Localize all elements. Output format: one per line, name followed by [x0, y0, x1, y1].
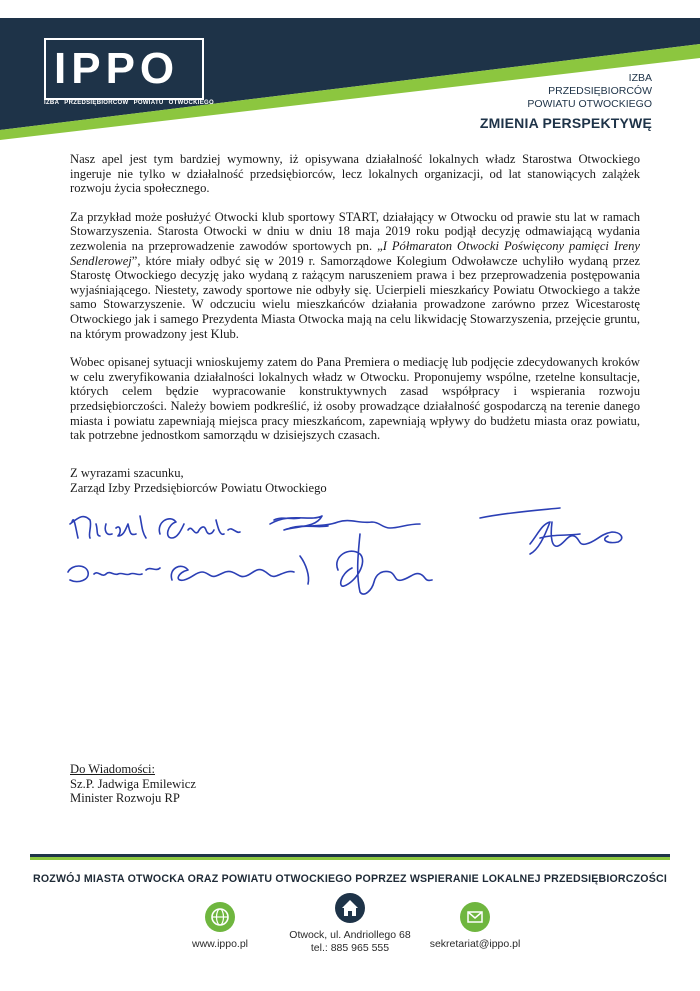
logo-sub-word: PRZEDSIĘBIORCÓW — [64, 100, 129, 106]
paragraph: Za przykład może posłużyć Otwocki klub sportowy START, działający w Otwocku od prawie stu lat w ramach Stowarzyszenia. Starosta Otwocki w dniu w dniu 18 maja 2019 roku podjął decyzję odmawiającą wydania zezwolenia na przeprowadzenie zawodów sportowych pn. „I Półmaraton Otwocki Poświęcony pamięci Ireny Sendlerowej”, które miały odbyć się w 2019 r. Samorządowe Kolegium Odwoławcze uchyliło wydaną przez Starostę Otwockiego decyzję jako wydaną z rażącym naruszeniem prawa i bez przeprowadzenia postępowania wyjaśniającego. Niestety, zawody sportowe nie odbyły się. Ucierpieli mieszkańcy Powiatu Otwockiego a także samo Stowarzyszenie. W odczuciu wielu mieszkańców działania prowadzone zarówno przez Wicestarostę Otwockiego jak i samego Prezydenta Miasta Otwocka mają na celu likwidację Stowarzyszenia, przejęcie gruntu, na którym prowadzony jest Klub. — [70, 209, 640, 341]
closing — [70, 466, 327, 495]
globe-icon — [205, 902, 235, 932]
letter-body — [70, 152, 640, 457]
footer-title: ROZWÓJ MIASTA OTWOCKA ORAZ POWIATU OTWOCKIEGO POPRZEZ WSPIERANIE LOKALNEJ PRZEDSIĘBIORCZOŚCI — [32, 873, 667, 885]
website-link[interactable]: www.ippo.pl — [191, 938, 249, 950]
closing-greeting: Z wyrazami szacunku, — [70, 466, 184, 480]
logo-sub-word: POWIATU — [133, 100, 164, 106]
logo-sub-word: IZBA — [44, 100, 60, 106]
footer-website[interactable] — [170, 902, 270, 951]
org-name-block — [480, 72, 652, 131]
handwritten-signatures — [60, 494, 660, 604]
email-link[interactable]: sekretariat@ippo.pl — [429, 938, 521, 950]
address-text: Otwock, ul. Andriollego 68 — [289, 929, 411, 941]
footer-divider — [30, 854, 670, 860]
footer-email[interactable] — [420, 902, 530, 951]
mail-icon — [460, 902, 490, 932]
ippo-logo — [44, 38, 204, 100]
cc-recipient: Sz.P. Jadwiga Emilewicz — [70, 776, 196, 791]
org-line: PRZEDSIĘBIORCÓW — [548, 85, 652, 97]
paragraph: Nasz apel jest tym bardziej wymowny, iż opisywana działalność lokalnych władz Starostwa Otwockiego ingeruje nie tylko w działalność przedsiębiorców, lecz lokalnych organizacji, od lat stanowiących zalążek rozwoju życia społecznego. — [70, 152, 640, 196]
home-icon — [335, 893, 365, 923]
cc-block — [70, 762, 196, 806]
org-line: IZBA — [628, 72, 652, 84]
event-title: I Półmaraton Otwocki Poświęcony pamięci Ireny Sendlerowej — [70, 238, 640, 268]
logo-text: IPPO — [54, 44, 180, 93]
closing-signatory: Zarząd Izby Przedsiębiorców Powiatu Otwockiego — [70, 480, 327, 495]
paragraph: Wobec opisanej sytuacji wnioskujemy zatem do Pana Premiera o mediację lub podjęcie zdecydowanych kroków w celu zweryfikowania działalności lokalnych władz w Otwocku. Proponujemy wspólne, rzetelne konsultacje, których celem będzie wypracowanie konstruktywnych zasad współpracy i wspierania rozwoju przedsiębiorczości. Należy bowiem podkreślić, iż osoby prowadzące działalność gospodarczą na terenie danego miasta i powiatu zapewniają miejsca pracy mieszkańcom, zapewniają wpływy do budżetu miasta oraz powiatu, tak potrzebne jednostkom samorządu w dzisiejszych czasach. — [70, 355, 640, 443]
logo-sub-word: OTWOCKIEGO — [168, 100, 214, 106]
cc-heading: Do Wiadomości: — [70, 762, 155, 776]
cc-role: Minister Rozwoju RP — [70, 791, 180, 806]
footer-address — [275, 893, 425, 955]
logo-subtitle — [44, 100, 214, 106]
slogan: ZMIENIA PERSPEKTYWĘ — [479, 115, 652, 131]
org-line: POWIATU OTWOCKIEGO — [527, 98, 652, 110]
phone-text: tel.: 885 965 555 — [310, 942, 390, 954]
